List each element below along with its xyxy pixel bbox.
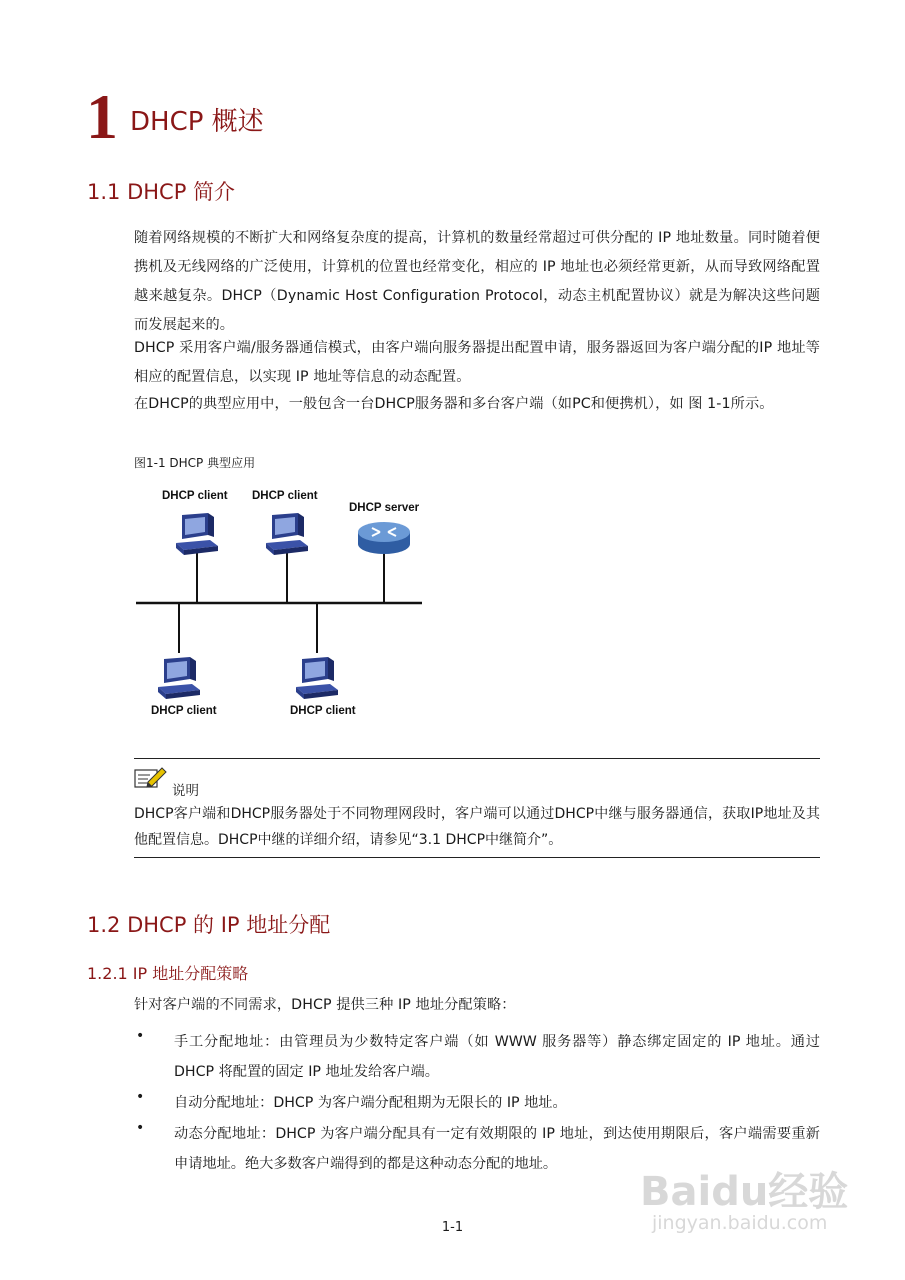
section-1-2-1-heading: 1.2.1 IP 地址分配策略: [87, 964, 249, 983]
bullet-manual-allocation: 手工分配地址：由管理员为少数特定客户端（如 WWW 服务器等）静态绑定固定的 IP 地址。通过 DHCP 将配置的固定 IP 地址发给客户端。: [174, 1034, 820, 1080]
bullet-marker: •: [136, 1120, 145, 1136]
pc-icon: [266, 513, 308, 555]
label-client-top-1: DHCP client: [162, 490, 228, 502]
note-title: 说明: [172, 783, 199, 799]
dhcp-network-diagram: [130, 480, 430, 725]
note-pencil-icon: [134, 766, 168, 790]
bullet-marker: •: [136, 1089, 145, 1105]
label-client-bottom-1: DHCP client: [151, 705, 217, 717]
allocation-intro: 针对客户端的不同需求，DHCP 提供三种 IP 地址分配策略：: [134, 997, 516, 1013]
router-icon: [358, 522, 410, 554]
chapter-title: DHCP 概述: [130, 107, 264, 137]
section-1-1-heading: 1.1 DHCP 简介: [87, 180, 236, 204]
note-body: DHCP客户端和DHCP服务器处于不同物理网段时，客户端可以通过DHCP中继与服务器通信，获取IP地址及其他配置信息。DHCP中继的详细介绍，请参见“3.1 DHCP中继简介”。: [134, 806, 820, 848]
pc-icon: [158, 657, 200, 699]
bullet-dynamic-allocation: 动态分配地址：DHCP 为客户端分配具有一定有效期限的 IP 地址，到达使用期限后，客户端需要重新申请地址。绝大多数客户端得到的都是这种动态分配的地址。: [174, 1126, 820, 1172]
paragraph-intro: 随着网络规模的不断扩大和网络复杂度的提高，计算机的数量经常超过可供分配的 IP 地址数量。同时随着便携机及无线网络的广泛使用，计算机的位置也经常变化，相应的 IP 地址也必须经常更新，从而导致网络配置越来越复杂。DHCP（Dynamic Host Configuration Protocol，动态主机配置协议）就是为解决这些问题而发展起来的。: [134, 230, 820, 333]
watermark-url: jingyan.baidu.com: [652, 1212, 828, 1234]
watermark-logo: Baidu经验: [640, 1169, 849, 1215]
section-1-2-heading: 1.2 DHCP 的 IP 地址分配: [87, 913, 331, 937]
label-client-top-2: DHCP client: [252, 490, 318, 502]
bullet-marker: •: [136, 1028, 145, 1044]
paragraph-typical-application: 在DHCP的典型应用中，一般包含一台DHCP服务器和多台客户端（如PC和便携机），如 图 1-1所示。: [134, 396, 774, 412]
label-server: DHCP server: [349, 502, 420, 514]
note-top-rule: [134, 758, 820, 759]
paragraph-client-server: DHCP 采用客户端/服务器通信模式，由客户端向服务器提出配置申请，服务器返回为客户端分配的IP 地址等相应的配置信息，以实现 IP 地址等信息的动态配置。: [134, 340, 820, 385]
bullet-automatic-allocation: 自动分配地址：DHCP 为客户端分配租期为无限长的 IP 地址。: [174, 1095, 567, 1111]
chapter-number: 1: [86, 81, 118, 152]
page-number: 1-1: [441, 1220, 464, 1235]
chapter-heading: [86, 80, 264, 154]
pc-icon: [296, 657, 338, 699]
figure-caption: 图1-1 DHCP 典型应用: [134, 456, 256, 470]
label-client-bottom-2: DHCP client: [290, 705, 356, 717]
pc-icon: [176, 513, 218, 555]
note-bottom-rule: [134, 857, 820, 858]
diagram-svg: [130, 480, 430, 725]
